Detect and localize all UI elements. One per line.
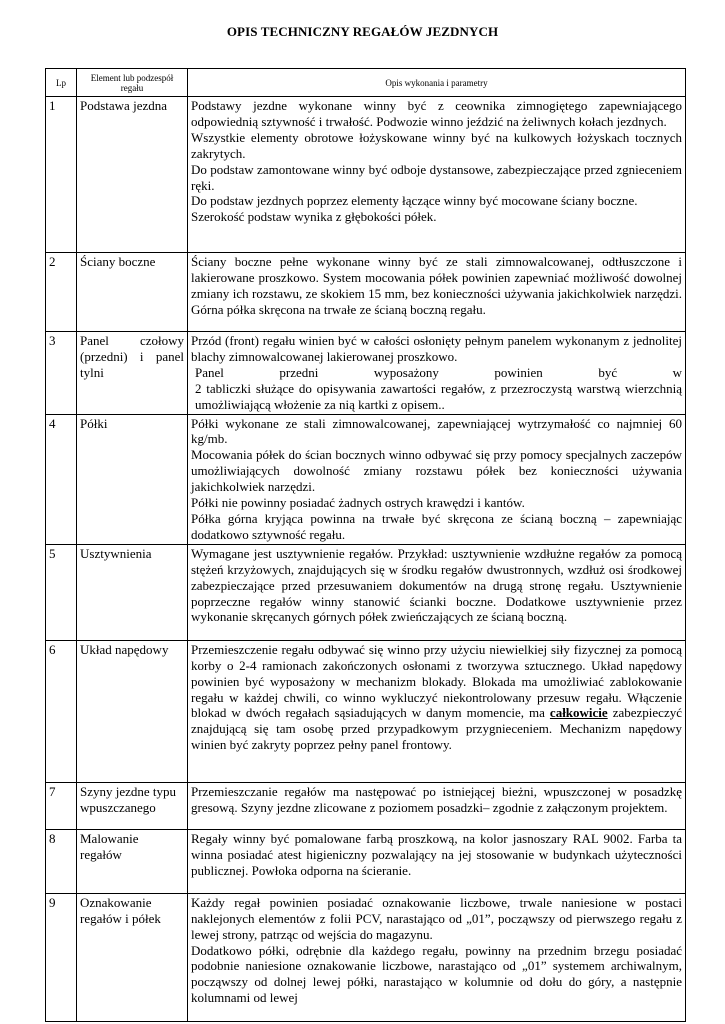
description-paragraph: Panel przedni wyposażony powinien być w	[195, 364, 682, 380]
element-description	[188, 782, 686, 829]
element-name	[77, 253, 188, 332]
row-number: 2	[46, 253, 77, 332]
element-name-line: Szyny jezdne typu	[80, 783, 177, 799]
row-number: 8	[46, 829, 77, 893]
element-name-line: regałów	[80, 846, 122, 862]
description-paragraph: Podstawy jezdne wykonane winny być z ceownika zimnogiętego zapewniającego odpowiednią sztywność i trwałość. Podwozie winno jeździć na żeliwnych kołach jezdnych.	[191, 98, 682, 129]
element-name	[77, 544, 188, 640]
row-number: 7	[46, 782, 77, 829]
table-row	[46, 893, 686, 1021]
element-name	[77, 97, 188, 253]
description-paragraph: Do podstaw jezdnych poprzez elementy łączące winny być mocowane ściany boczne.	[191, 193, 638, 209]
table-row	[46, 332, 686, 415]
element-description	[188, 544, 686, 640]
element-description	[188, 640, 686, 782]
table-row	[46, 782, 686, 829]
description-paragraph: Wymagane jest usztywnienie regałów. Przykład: usztywnienie wzdłużne regałów za pomocą stężeń krzyżowych, znajdujących się w środku regałów dwustronnych, wzdłuż osi środkowej zabezpieczające przed przesuwaniem dokumentów na drugą stronę regału. Usztywnienie poprzeczne regałów winny stanowić ścianki boczne. Dodatkowe usztywnienie przez wykonanie skręcanych górnych półek zwieńczających ze ścianą boczną.	[191, 545, 682, 625]
row-number: 1	[46, 97, 77, 253]
element-name	[77, 640, 188, 782]
element-name	[77, 782, 188, 829]
header-element: Element lub podzespół regału	[77, 69, 188, 97]
emphasis-text: całkowicie	[549, 705, 608, 721]
element-description	[188, 414, 686, 544]
element-name-line: regałów i półek	[80, 910, 161, 926]
element-name-line: Malowanie	[80, 830, 139, 846]
description-paragraph: Do podstaw zamontowane winny być odboje dystansowe, zabezpieczające przed zgnieceniem ręki.	[191, 161, 682, 193]
description-paragraph	[191, 642, 682, 753]
row-number: 3	[46, 332, 77, 415]
description-paragraph: Mocowania półek do ścian bocznych winno odbywać się przy pomocy specjalnych zaczepów umożliwiających dowolność zmiany rozstawu półek bez konieczności używania jakichkolwiek narzędzi.	[191, 447, 682, 495]
element-name-line: Układ napędowy	[80, 641, 169, 657]
element-name-line: (przedni) i panel	[80, 349, 184, 364]
description-paragraph: Półki nie powinny posiadać żadnych ostrych krawędzi i kantów.	[191, 495, 525, 511]
row-number: 6	[46, 640, 77, 782]
table-row	[46, 253, 686, 332]
element-name-line: wpuszczanego	[80, 799, 156, 815]
element-name-line: tylni	[80, 365, 104, 380]
element-description	[188, 332, 686, 415]
table-row	[46, 97, 686, 253]
table-header-row	[46, 69, 686, 97]
element-name	[77, 829, 188, 893]
element-description	[188, 893, 686, 1021]
description-paragraph: Półki wykonane ze stali zimnowalcowanej, zapewniającej wytrzymałość co najmniej 60 kg/mb.	[191, 415, 682, 447]
element-name	[77, 332, 188, 415]
table-row	[46, 544, 686, 640]
element-name-line: Podstawa jezdna	[80, 98, 168, 113]
element-description	[188, 253, 686, 332]
table-row	[46, 640, 686, 782]
element-name	[77, 414, 188, 544]
header-description: Opis wykonania i parametry	[188, 69, 686, 97]
description-paragraph: Półka górna kryjąca powinna na trwałe być skręcona ze ścianą boczną – zapewniając dodatkowo sztywność regału.	[191, 510, 682, 542]
element-description	[188, 829, 686, 893]
table-row	[46, 829, 686, 893]
element-description	[188, 97, 686, 253]
description-paragraph: Wszystkie elementy obrotowe łożyskowane winny być na kulkowych łożyskach tocznych zakrytych.	[191, 129, 682, 161]
description-paragraph: Dodatkowo półki, odrębnie dla każdego regału, powinny na przednim brzegu posiadać podobnie naniesione oznakowanie liczbowe, narastająco od „01” systemem archiwalnym, począwszy od dolnej lewej półki, narastająco w kolumnie od dołu do góry, a następnie kolumnami od lewej	[191, 942, 682, 1006]
description-paragraph: Przemieszczanie regałów ma następować po istniejącej bieżni, wpuszczonej w posadzkę gresową. Szyny jezdne zlicowane z poziomem posadzki– zgodnie z załączonym projektem.	[191, 783, 682, 815]
row-number: 5	[46, 544, 77, 640]
description-paragraph: Przód (front) regału winien być w całości osłonięty pełnym panelem wykonanym z jednolitej blachy zimnowalcowanej lakierowanej proszkowo.	[191, 333, 682, 364]
description-paragraph: Ściany boczne pełne wykonane winny być ze stali zimnowalcowanej, odtłuszczone i lakierowane proszkowo. System mocowania półek powinien zapewniać możliwość dowolnej zmiany ich rozstawu, ze skokiem 15 mm, bez konieczności używania jakichkolwiek narzędzi. Górna półka skręcona na trwałe ze ścianą boczną regału.	[191, 254, 682, 317]
row-number: 9	[46, 893, 77, 1021]
header-lp: Lp	[46, 69, 77, 97]
specification-table	[45, 68, 686, 1022]
row-number: 4	[46, 414, 77, 544]
description-paragraph: 2 tabliczki służące do opisywania zawartości regałów, z przezroczystą warstwą wierzchnią umożliwiającą włożenie za nią kartki z opisem..	[195, 380, 682, 412]
description-text: Przemieszczenie regału odbywać się winno przy użyciu niewielkiej siły fizycznej za pomocą korby o 2-4 ramionach zakończonych osłonami z tworzywa sztucznego. Układ napędowy powinien być wyposażony w mechanizm blokady. Blokada ma umożliwiać zablokowanie regału w każdej chwili, co winno wykluczyć niekontrolowany przesuw regału. Włączenie blokad w dwóch regałach sąsiadujących w danym momencie, ma	[191, 641, 682, 721]
description-paragraph: Regały winny być pomalowane farbą proszkową, na kolor jasnoszary RAL 9002. Farba ta winna posiadać atest higieniczny pozwalający na jej stosowanie w budynkach użyteczności publicznej. Powłoka odporna na ścieranie.	[191, 830, 682, 878]
element-name	[77, 893, 188, 1021]
table-row	[46, 414, 686, 544]
element-name-line: Panel czołowy	[80, 333, 184, 348]
description-text: zabezpieczyć znajdującą się tam osobę przed przypadkowym przygnieceniem. Mechanizm napędowy winien być zakryty poprzez pełny panel frontowy.	[191, 705, 682, 753]
element-name-line: Usztywnienia	[80, 545, 152, 561]
element-name-line: Ściany boczne	[80, 254, 156, 269]
description-paragraph: Szerokość podstaw wynika z głębokości półek.	[191, 209, 437, 225]
element-name-line: Półki	[80, 415, 108, 431]
element-name-line: Oznakowanie	[80, 894, 152, 910]
document-title: OPIS TECHNICZNY REGAŁÓW JEZDNYCH	[226, 24, 499, 39]
description-paragraph: Każdy regał powinien posiadać oznakowanie liczbowe, trwale naniesione w postaci naklejonych elementów z folii PCV, narastająco od „01”, począwszy od pierwszego regału z lewej strony, patrząc od wejścia do magazynu.	[191, 894, 682, 942]
